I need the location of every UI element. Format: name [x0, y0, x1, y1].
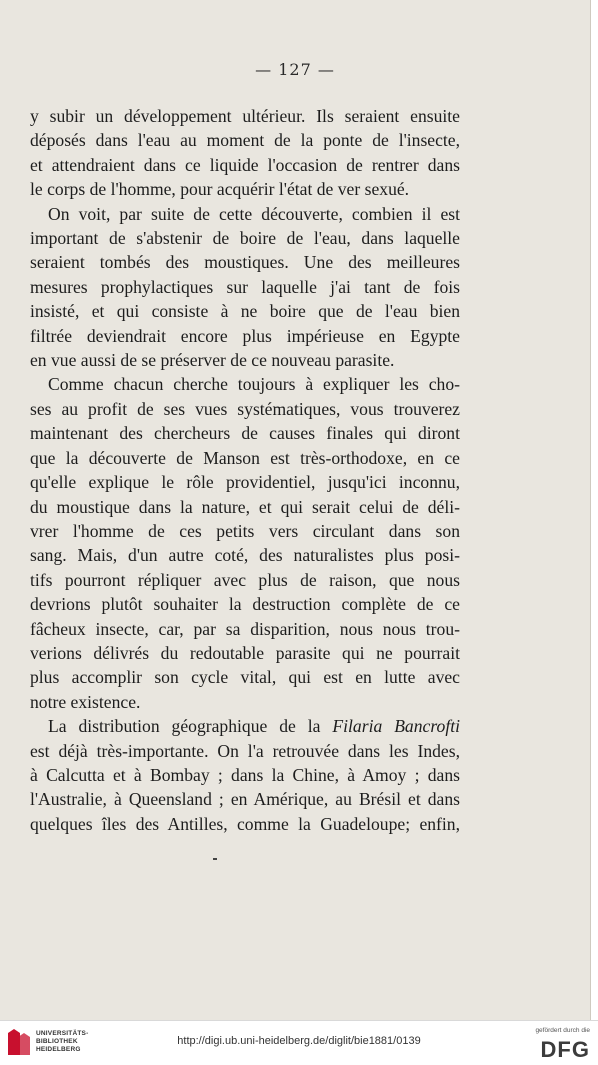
library-name-line: BIBLIOTHEK [36, 1038, 78, 1045]
text-line: devrions plutôt souhaiter la destruction complète de ce [30, 594, 460, 615]
text-line: que la découverte de Manson est très-orthodoxe, en ce [30, 447, 460, 468]
library-name-line: UNIVERSITÄTS- [36, 1030, 89, 1037]
text-line: verions délivrés du redoutable parasite qui ne pourrait [30, 642, 460, 663]
text-line: en vue aussi de se préserver de ce nouveau parasite. [30, 350, 395, 371]
page-number: — 127 — [255, 60, 335, 79]
text-line: et attendraient dans ce liquide l'occasion de rentrer dans [30, 154, 460, 175]
text-line [30, 714, 460, 738]
text-line: déposés dans l'eau au moment de la ponte de l'insecte, [30, 130, 460, 151]
text-line: qu'elle explique le rôle providentiel, jusqu'ici inconnu, [30, 472, 460, 493]
text-line: On voit, par suite de cette découverte, combien il est [48, 203, 460, 224]
text-line: filtrée deviendrait encore plus impérieuse en Egypte [30, 325, 460, 346]
text-line: mesures prophylactiques sur laquelle j'ai tant de fois [30, 276, 460, 297]
text-line: sang. Mais, d'un autre coté, des naturalistes plus posi- [30, 545, 460, 566]
text-line: l'Australie, à Queensland ; en Amérique, au Brésil et dans [30, 789, 460, 810]
funding-caption: gefördert durch die [535, 1027, 590, 1034]
text-line: le corps de l'homme, pour acquérir l'état de ver sexué. [30, 179, 410, 200]
text-line: plus accomplir son cycle vital, qui est en lutte avec [30, 667, 460, 688]
text-line: à Calcutta et à Bombay ; dans la Chine, à Amoy ; dans [30, 764, 460, 785]
text-line: notre existence. [30, 691, 141, 712]
text-line: vrer l'homme de ces petits vers circulant dans son [30, 520, 460, 541]
text-line: seraient tombés des moustiques. Une des meilleures [30, 252, 460, 273]
text-line: maintenant des chercheurs de causes finales qui diront [30, 423, 460, 444]
text-line: est déjà très-importante. On l'a retrouvée dans les Indes, [30, 740, 460, 761]
text-line: ses au profit de ses vues systématiques, vous trouverez [30, 398, 460, 419]
text-line: quelques îles des Antilles, comme la Guadeloupe; enfin, [30, 813, 460, 834]
species-name: Filaria Bancrofti [332, 716, 460, 737]
library-name-line: HEIDELBERG [36, 1046, 81, 1053]
text-line: important de s'abstenir de boire de l'eau, dans laquelle [30, 228, 460, 249]
body-text [30, 104, 460, 836]
text-line-part: La distribution géographique de la [48, 716, 333, 737]
text-line: y subir un développement ultérieur. Ils seraient ensuite [30, 106, 460, 126]
text-line: Comme chacun cherche toujours à expliquer les cho- [48, 374, 460, 395]
permalink-url[interactable]: http://digi.ub.uni-heidelberg.de/diglit/bie1881/0139 [177, 1035, 421, 1047]
text-line: du moustique dans la nature, et qui serait celui de déli- [30, 496, 460, 517]
dfg-logo[interactable]: DFG [540, 1037, 590, 1062]
text-line: fâcheux insecte, car, par sa disparition, nous nous trou- [30, 618, 460, 639]
text-line: tifs pourront répliquer avec plus de raison, que nous [30, 569, 460, 590]
ink-mark [213, 858, 217, 860]
viewer-footer [0, 1020, 598, 1065]
text-line: insisté, et qui consiste à ne boire que de l'eau bien [30, 301, 460, 322]
